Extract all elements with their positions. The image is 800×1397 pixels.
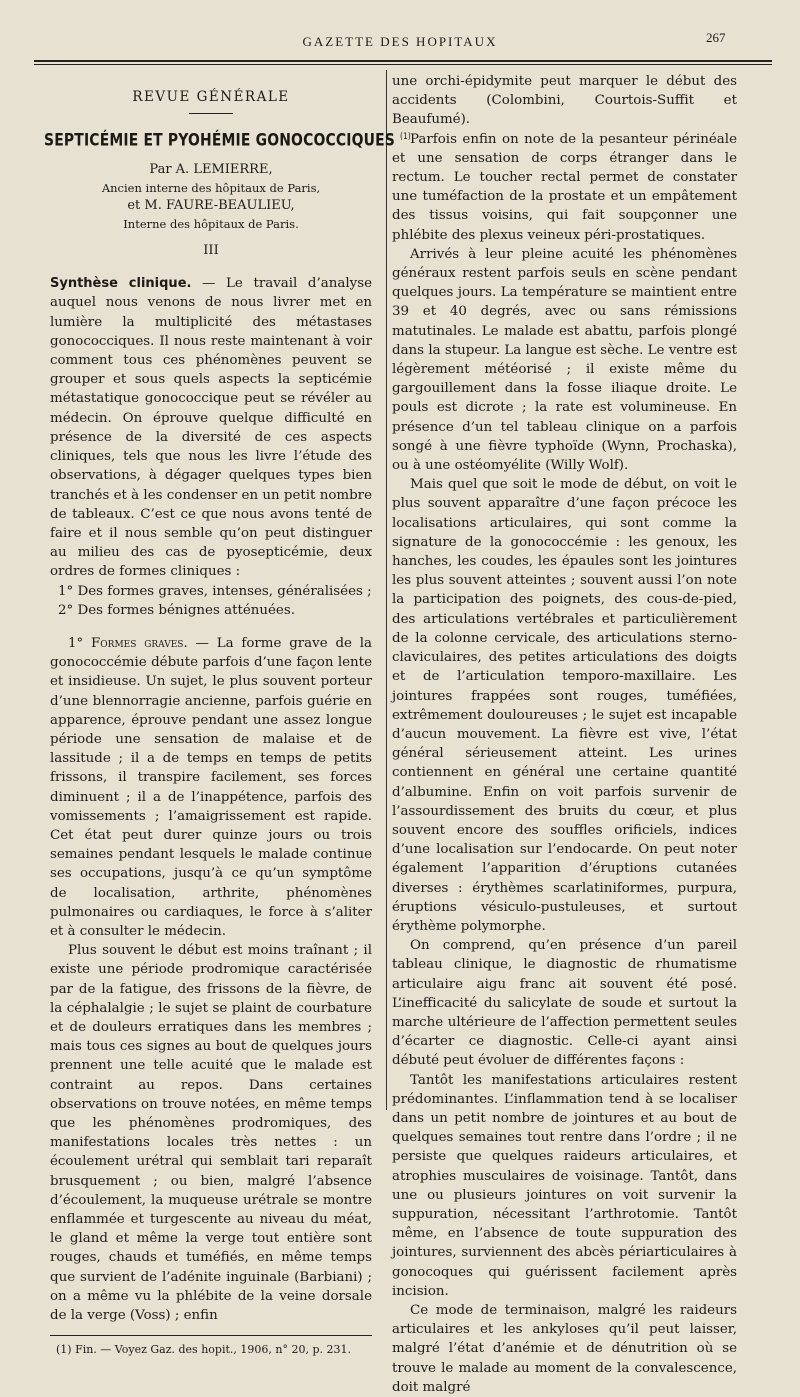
paragraph: une orchi-épidymite peut marquer le début des accidents (Colombini, Courtois-Suffit et Beaufumé). [392, 74, 737, 128]
article-title-text: SEPTICÉMIE ET PYOHÉMIE GONOCOCCIQUES [44, 130, 396, 151]
author-1-affiliation: Ancien interne des hôpitaux de Paris, [101, 181, 321, 196]
part-number: III [203, 243, 219, 259]
paragraph: Parfois enfin on note de la pesanteur périnéale et une sensation de corps étranger dans le rectum. Le toucher rectal permet de constater une tuméfaction de la prostate et un empâtement des tissus voisins, qui fait soupçonner une phlébite des plexus veineux péri-prostatiques. [392, 131, 737, 243]
header-rule [34, 60, 772, 65]
paragraph [50, 274, 372, 581]
paragraph: Plus souvent le début est moins traînant ; il existe une période prodromique caractérisée par de la fatigue, des frissons de la fièvre, de la céphalalgie ; le sujet se plaint de courbature et de douleurs erratiques dans les membres ; mais tous ces signes au bout de quelques jours prennent une telle acuité que le malade est contraint au repos. Dans certaines observations on trouve notées, en même temps que les phénomènes prodromiques, des manifestations locales très nettes : un écoulement urétral qui semblait tari reparaît brusquement ; ou bien, malgré l’absence d’écoulement, la muqueuse urétrale se montre enflammée et turgescente au niveau du méat, le gland et même la verge tout entière sont rouges, chauds et tuméfiés, en même temps que survient de l’adénite inguinale (Barbiani) ; on a même vu la phlébite de la veine dorsale de la verge (Voss) ; enfin [50, 943, 372, 1324]
run-in-heading: Synthèse clinique. [50, 276, 192, 292]
author-1: Par A. LEMIERRE, [149, 162, 273, 178]
paragraph: Mais quel que soit le mode de début, on voit le plus souvent apparaître d’une façon précoce les localisations articulaires, qui sont comme la signature de la gonococcémie : les genoux, les hanches, les coudes, les épaules sont les jointures les plus souvent atteintes ; souvent aussi l’on note la participation des poignets, des cous-de-pied, des articulations vertébrales et particulièrement de la colonne cervicale, des articulations sterno-claviculaires, des petites articulations des doigts et de l’articulation temporo-maxillaire. Les jointures frappées sont rouges, tuméfiées, extrêmement douloureuses ; le sujet est incapable d’aucun mouvement. La fièvre est vive, l’état général sérieusement atteint. Les urines contiennent en général une certaine quantité d’albumine. Enfin on voit parfois survenir de l’assourdissement des bruits du cœur, et plus souvent encore des souffles orificiels, indices d’une localisation sur l’endocarde. On peut noter également l’apparition d’éruptions cutanées diverses : érythèmes scarlatiniformes, purpura, éruptions vésiculo-pustuleuses, et surtout érythème polymorphe. [392, 477, 737, 934]
author-2-affiliation: Interne des hôpitaux de Paris. [123, 217, 299, 232]
footnote: (1) Fin. — Voyez Gaz. des hopit., 1906, n° 20, p. 231. [56, 1343, 351, 1357]
column-divider [386, 70, 387, 1110]
paragraph: On comprend, qu’en présence d’un pareil tableau clinique, le diagnostic de rhumatisme articulaire aigu franc ait souvent été posé. L’inefficacité du salicylate de soude et surtout la marche ultérieure de l’affection permettent seules d’écarter ce diagnostic. Celle-ci ayant ainsi débuté peut évoluer de différentes façons : [392, 938, 737, 1069]
running-title: GAZETTE DES HOPITAUX [302, 34, 498, 49]
footnote-rule [50, 1335, 372, 1336]
list-item: 2° Des formes bénignes atténuées. [58, 602, 295, 618]
spacer [50, 620, 372, 634]
section-rule [189, 113, 233, 114]
right-column [392, 72, 737, 1397]
paragraph: Ce mode de terminaison, malgré les raideurs articulaires et les ankyloses qu’il peut laisser, malgré l’état d’anémie et de dénutrition où se trouve le malade au moment de la convalescence, doit malgré [392, 1303, 737, 1395]
paragraph-text: — Le travail d’analyse auquel nous venons de nous livrer met en lumière la multiplicité des métastases gonococciques. Il nous reste maintenant à voir comment tous ces phénomènes peuvent se grouper et sous quels aspects la septicémie métastatique gonococcique peut se révéler au médecin. On éprouve quelque difficulté en présence de la diversité de ces aspects cliniques, tels que nous les livre l’étude des observations, à dégager quelques types bien tranchés et à les condenser en un petit nombre de tableaux. C’est ce que nous avons tenté de faire et il nous semble qu’on peut distinguer au milieu des cas de pyosepticémie, deux ordres de formes cliniques : [50, 276, 372, 580]
paragraph: Arrivés à leur pleine acuité les phénomènes généraux restent parfois seuls en scène pendant quelques jours. La température se maintient entre 39 et 40 degrés, avec ou sans rémissions matutinales. Le malade est abattu, parfois plongé dans la stupeur. La langue est sèche. Le ventre est légèrement météorisé ; il existe même du gargouillement dans la fosse iliaque droite. Le pouls est dicrote ; la rate est volumineuse. En présence d’un tel tableau clinique on a parfois songé à une fièvre typhoïde (Wynn, Prochaska), ou à une ostéomyélite (Willy Wolf). [392, 246, 737, 474]
title-note-ref: (1) [400, 132, 411, 143]
article-title [44, 128, 411, 151]
section-title: REVUE GÉNÉRALE [132, 89, 290, 105]
list-item: 1° Des formes graves, intenses, généralisées ; [58, 583, 372, 599]
author-2: et M. FAURE-BEAULIEU, [127, 198, 295, 214]
page-number: 267 [706, 30, 726, 45]
run-in-heading: 1° Formes graves. [68, 635, 188, 651]
left-column [44, 80, 411, 1357]
paragraph [50, 634, 372, 941]
paragraph: Tantôt les manifestations articulaires restent prédominantes. L’inflammation tend à se localiser dans un petit nombre de jointures et au bout de quelques semaines tout rentre dans l’ordre ; il ne persiste que quelques raideurs articulaires, et atrophies musculaires de voisinage. Tantôt, dans une ou plusieurs jointures on voit survenir la suppuration, nécessitant l’arthrotomie. Tantôt même, en l’absence de toute suppuration des jointures, surviennent des abcès périarticulaires à gonocoques qui guérissent facilement après incision. [392, 1072, 737, 1299]
paragraph-text: — La forme grave de la gonococcémie débute parfois d’une façon lente et insidieuse. Un sujet, le plus souvent porteur d’une blennorragie ancienne, parfois guérie en apparence, éprouve pendant une assez longue période une sensation de malaise et de lassitude ; il a de temps en temps de petits frissons, il transpire facilement, ses forces diminuent ; il a de l’inappétence, parfois des vomissements ; l’amaigrissement est rapide. Cet état peut durer quinze jours ou trois semaines pendant lesquels le malade continue ses occupations, jusqu’à ce qu’un symptôme de localisation, arthrite, phénomènes pulmonaires ou cardiaques, le force à s’aliter et à consulter le médecin. [50, 635, 372, 939]
